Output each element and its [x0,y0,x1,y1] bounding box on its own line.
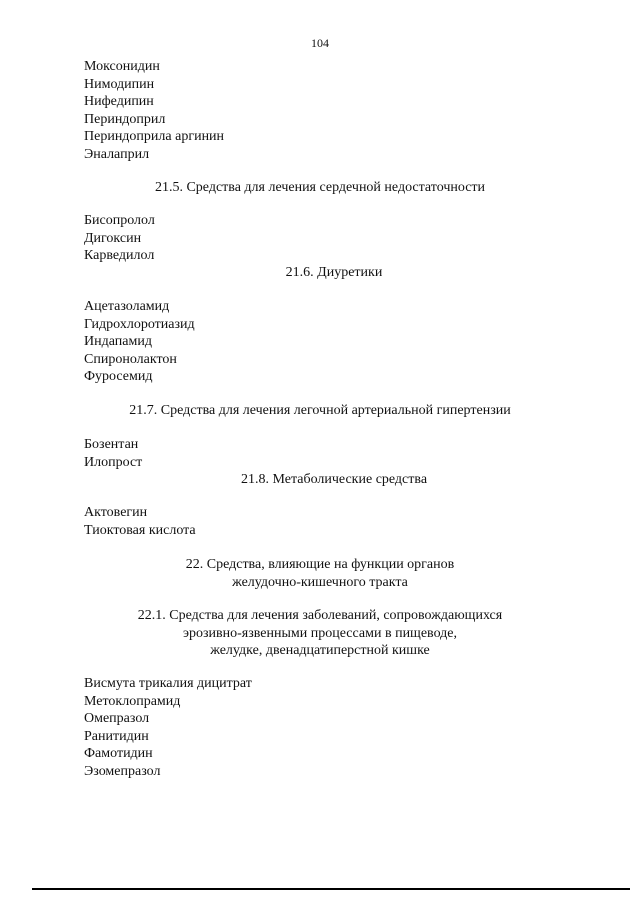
list-item: Гидрохлоротиазид [84,316,195,332]
heading-line: эрозивно-язвенными процессами в пищеводе, [183,625,457,641]
section-heading-22-1 [0,607,640,660]
drug-list-21-5 [84,212,155,265]
list-item: Периндоприл [84,111,166,127]
section-heading-21-7: 21.7. Средства для лечения легочной артериальной гипертензии [129,403,511,418]
drug-list-21-8 [84,504,196,539]
list-item: Моксонидин [84,59,160,74]
section-heading-22 [0,556,640,591]
list-item: Дигоксин [84,230,142,246]
list-item: Илопрост [84,454,143,470]
heading-line: желудке, двенадцатиперстной кишке [210,643,430,659]
list-item: Фуросемид [84,369,153,385]
heading-line: 22. Средства, влияющие на функции органов [185,557,455,572]
section-heading-21-5: 21.5. Средства для лечения сердечной недостаточности [154,180,486,195]
list-item: Метоклопрамид [84,693,181,709]
list-item: Периндоприла аргинин [84,129,225,145]
list-item: Ранитидин [84,728,149,744]
list-item: Бозентан [84,437,139,452]
heading-line: 22.1. Средства для лечения заболеваний, сопровождающихся [137,608,503,623]
list-item: Фамотидин [84,746,153,762]
list-item: Бисопролол [84,213,155,228]
heading-line: желудочно-кишечного тракта [232,574,408,590]
list-item: Карведилол [84,248,155,264]
list-item: Омепразол [84,711,150,727]
list-item: Висмута трикалия дицитрат [84,676,252,691]
list-item: Ацетазоламид [84,299,170,314]
list-item: Нимодипин [84,76,155,92]
list-item: Актовегин [84,505,148,520]
drug-list-21-6 [84,298,195,386]
drug-list-antihypertensive [84,58,224,164]
footer-divider [32,888,630,890]
list-item: Нифедипин [84,94,154,110]
drug-list-22-1 [84,675,252,781]
section-heading-21-6: 21.6. Диуретики [285,265,383,280]
list-item: Индапамид [84,334,152,350]
list-item: Эзомепразол [84,763,161,779]
section-heading-21-8: 21.8. Метаболические средства [240,472,428,487]
drug-list-21-7 [84,436,142,471]
list-item: Тиоктовая кислота [84,522,196,538]
page-number: 104 [311,36,329,50]
list-item: Эналаприл [84,146,150,162]
list-item: Спиронолактон [84,351,177,367]
